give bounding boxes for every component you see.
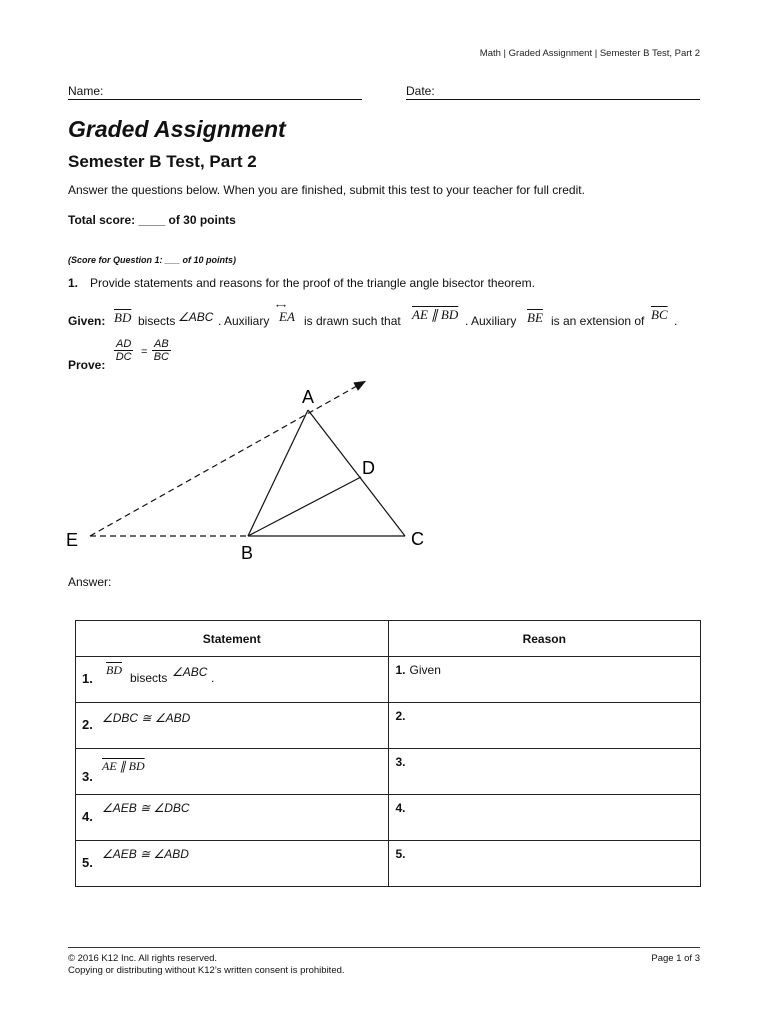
- reason-header: Reason: [388, 621, 701, 657]
- table-row: [76, 749, 701, 795]
- given-label: Given:: [68, 314, 106, 328]
- given-extension: is an extension of: [551, 314, 645, 328]
- angle-abc: ∠ABC: [172, 665, 208, 679]
- question-text: Provide statements and reasons for the proof of the triangle angle bisector theorem.: [90, 276, 535, 290]
- date-field[interactable]: [406, 98, 700, 100]
- statement-number: 5.: [82, 855, 93, 870]
- fraction-denominator: DC: [115, 351, 132, 363]
- statement-text: bisects: [130, 671, 168, 685]
- angle-abc: ∠ABC: [178, 310, 214, 324]
- reason-cell[interactable]: [388, 703, 701, 749]
- point-b-label: B: [241, 543, 254, 563]
- triangle-diagram: [0, 370, 768, 570]
- page-title: Graded Assignment: [68, 116, 286, 142]
- point-c-label: C: [411, 529, 424, 549]
- name-label: Name:: [68, 84, 104, 98]
- table-row: [76, 841, 701, 887]
- question-prompt: [68, 276, 535, 290]
- statement-text: ∠AEB ≅ ∠DBC: [102, 801, 190, 815]
- reason-number: 1.: [395, 663, 406, 677]
- reason-cell[interactable]: [388, 749, 701, 795]
- segment-ac-line: [308, 410, 405, 536]
- total-score: Total score: ____ of 30 points: [68, 213, 236, 227]
- given-drawn: is drawn such that: [304, 314, 401, 328]
- table-row: [76, 795, 701, 841]
- reason-number: 2.: [395, 709, 406, 723]
- given-statement: [68, 304, 708, 330]
- ae-parallel-bd: AE ∥ BD: [412, 307, 459, 322]
- question-score-note: (Score for Question 1: ___ of 10 points): [68, 255, 237, 265]
- fraction-ad-dc: [114, 338, 133, 363]
- point-e-label: E: [66, 530, 79, 550]
- segment-bd-line: [248, 477, 361, 536]
- date-label: Date:: [406, 84, 435, 98]
- given-bisects: bisects: [138, 314, 176, 328]
- ray-arrow-icon: ⟷: [276, 303, 287, 310]
- footer-divider: [68, 947, 700, 948]
- fraction-numerator: AB: [154, 338, 169, 350]
- reason-number: 5.: [395, 847, 406, 861]
- statement-cell[interactable]: [76, 749, 389, 795]
- given-period: .: [674, 314, 678, 328]
- point-d-label: D: [362, 458, 375, 478]
- footer-legal: [68, 953, 345, 977]
- reason-number: 3.: [395, 755, 406, 769]
- given-auxiliary-1: . Auxiliary: [218, 314, 270, 328]
- statement-number: 4.: [82, 809, 93, 824]
- statement-text: AE ∥ BD: [102, 759, 145, 773]
- point-a-label: A: [302, 387, 315, 407]
- equals-sign: =: [141, 346, 148, 358]
- statement-cell[interactable]: [76, 657, 389, 703]
- footer-notice: Copying or distributing without K12’s written consent is prohibited.: [68, 965, 345, 976]
- statement-number: 3.: [82, 769, 93, 784]
- table-header-row: [76, 621, 701, 657]
- reason-cell[interactable]: [388, 657, 701, 703]
- statement-text: ∠DBC ≅ ∠ABD: [102, 711, 191, 725]
- statement-number: 2.: [82, 717, 93, 732]
- proof-table: [75, 620, 701, 887]
- statement-cell[interactable]: [76, 703, 389, 749]
- reason-text: Given: [409, 663, 441, 677]
- fraction-ab-bc: [152, 338, 171, 363]
- table-row: [76, 657, 701, 703]
- statement-number: 1.: [82, 671, 93, 686]
- statement-period: .: [211, 671, 215, 685]
- segment-be: $\overline{BE}$: [527, 310, 543, 325]
- ray-ea-line: [90, 382, 364, 536]
- instructions: Answer the questions below. When you are finished, submit this test to your teacher for full credit.: [68, 183, 585, 197]
- reason-number: 4.: [395, 801, 406, 815]
- segment-bd: $\overline{BD}$: [106, 663, 122, 677]
- fraction-numerator: AD: [116, 338, 132, 350]
- table-row: [76, 703, 701, 749]
- prove-label: Prove:: [68, 358, 106, 372]
- answer-label: Answer:: [68, 575, 112, 589]
- segment-ab-line: [248, 410, 308, 536]
- name-field[interactable]: [68, 98, 362, 100]
- statement-cell[interactable]: [76, 841, 389, 887]
- page-subtitle: Semester B Test, Part 2: [68, 152, 257, 171]
- segment-bc: $\overline{BC}$: [651, 307, 668, 322]
- segment-bd: $\overline{BD}$: [114, 310, 132, 325]
- header-breadcrumb: Math | Graded Assignment | Semester B Test, Part 2: [479, 48, 700, 59]
- statement-cell[interactable]: [76, 795, 389, 841]
- reason-cell[interactable]: [388, 795, 701, 841]
- statement-header: Statement: [76, 621, 389, 657]
- given-auxiliary-2: . Auxiliary: [465, 314, 517, 328]
- footer-copyright: © 2016 K12 Inc. All rights reserved.: [68, 953, 218, 964]
- fraction-denominator: BC: [153, 351, 169, 363]
- statement-text: ∠AEB ≅ ∠ABD: [102, 847, 189, 861]
- question-number: 1.: [68, 276, 79, 290]
- reason-cell[interactable]: [388, 841, 701, 887]
- page-number: Page 1 of 3: [651, 953, 700, 964]
- ray-ea: EA: [279, 309, 295, 324]
